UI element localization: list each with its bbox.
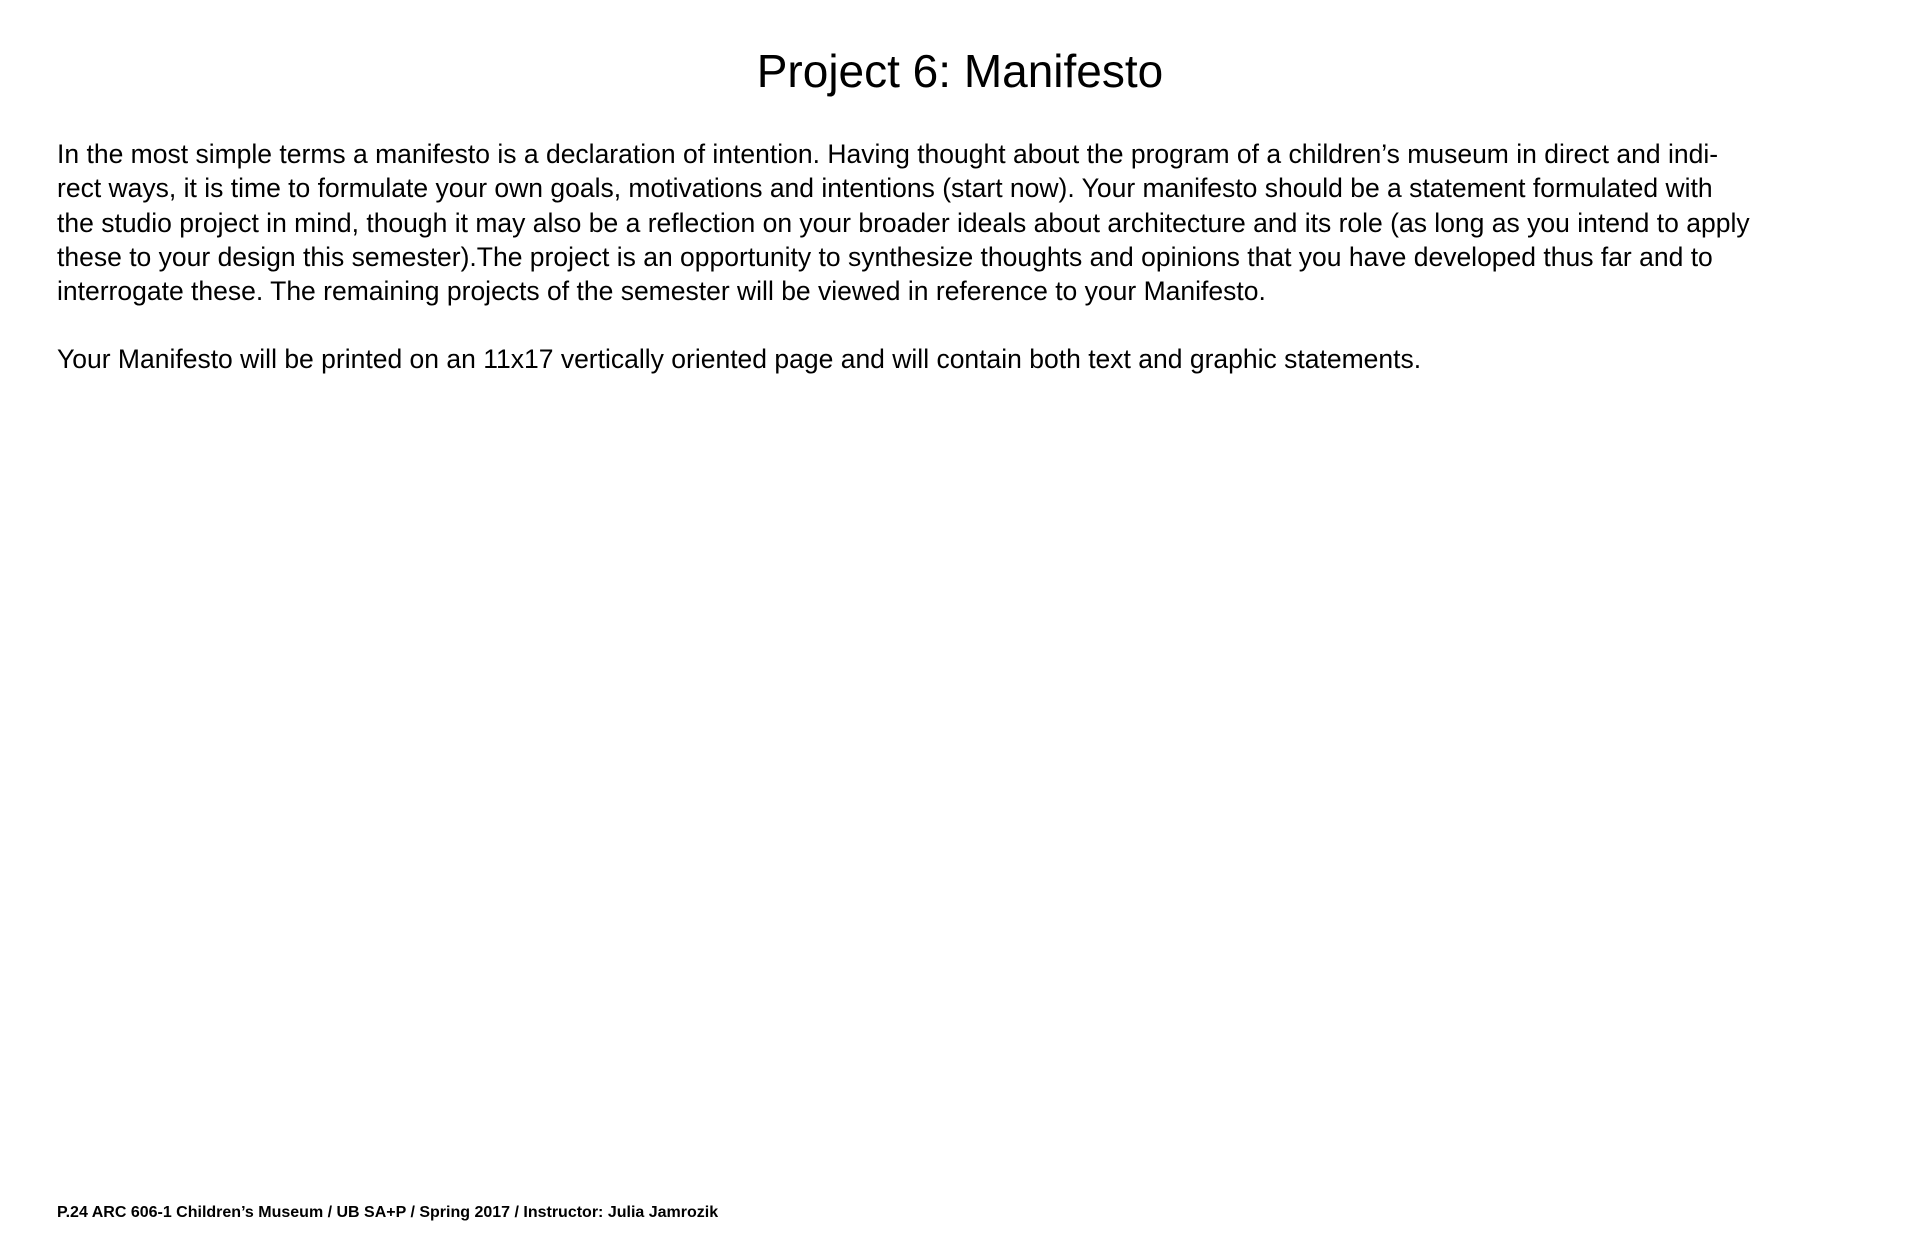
intro-paragraph <box>57 137 1887 308</box>
paragraph-line: rect ways, it is time to formulate your own goals, motivations and intentions (start now). Your manifesto should be a statement formulated with <box>57 173 1713 204</box>
paragraph-line: In the most simple terms a manifesto is a declaration of intention. Having thought about the program of a children’s museum in direct and indi- <box>57 139 1719 169</box>
format-paragraph: Your Manifesto will be printed on an 11x17 vertically oriented page and will contain both text and graphic statements. <box>57 344 1422 375</box>
paragraph-line: interrogate these. The remaining projects of the semester will be viewed in reference to your Manifesto. <box>57 276 1266 307</box>
page-footer: P.24 ARC 606-1 Children’s Museum / UB SA+P / Spring 2017 / Instructor: Julia Jamrozik <box>57 1204 719 1221</box>
paragraph-line: the studio project in mind, though it may also be a reflection on your broader ideals about architecture and its role (as long as you intend to apply <box>57 207 1750 238</box>
body-text <box>57 137 1887 377</box>
page-title: Project 6: Manifesto <box>756 45 1164 97</box>
paragraph-line: these to your design this semester).The project is an opportunity to synthesize thoughts and opinions that you have developed thus far and to <box>57 241 1713 272</box>
